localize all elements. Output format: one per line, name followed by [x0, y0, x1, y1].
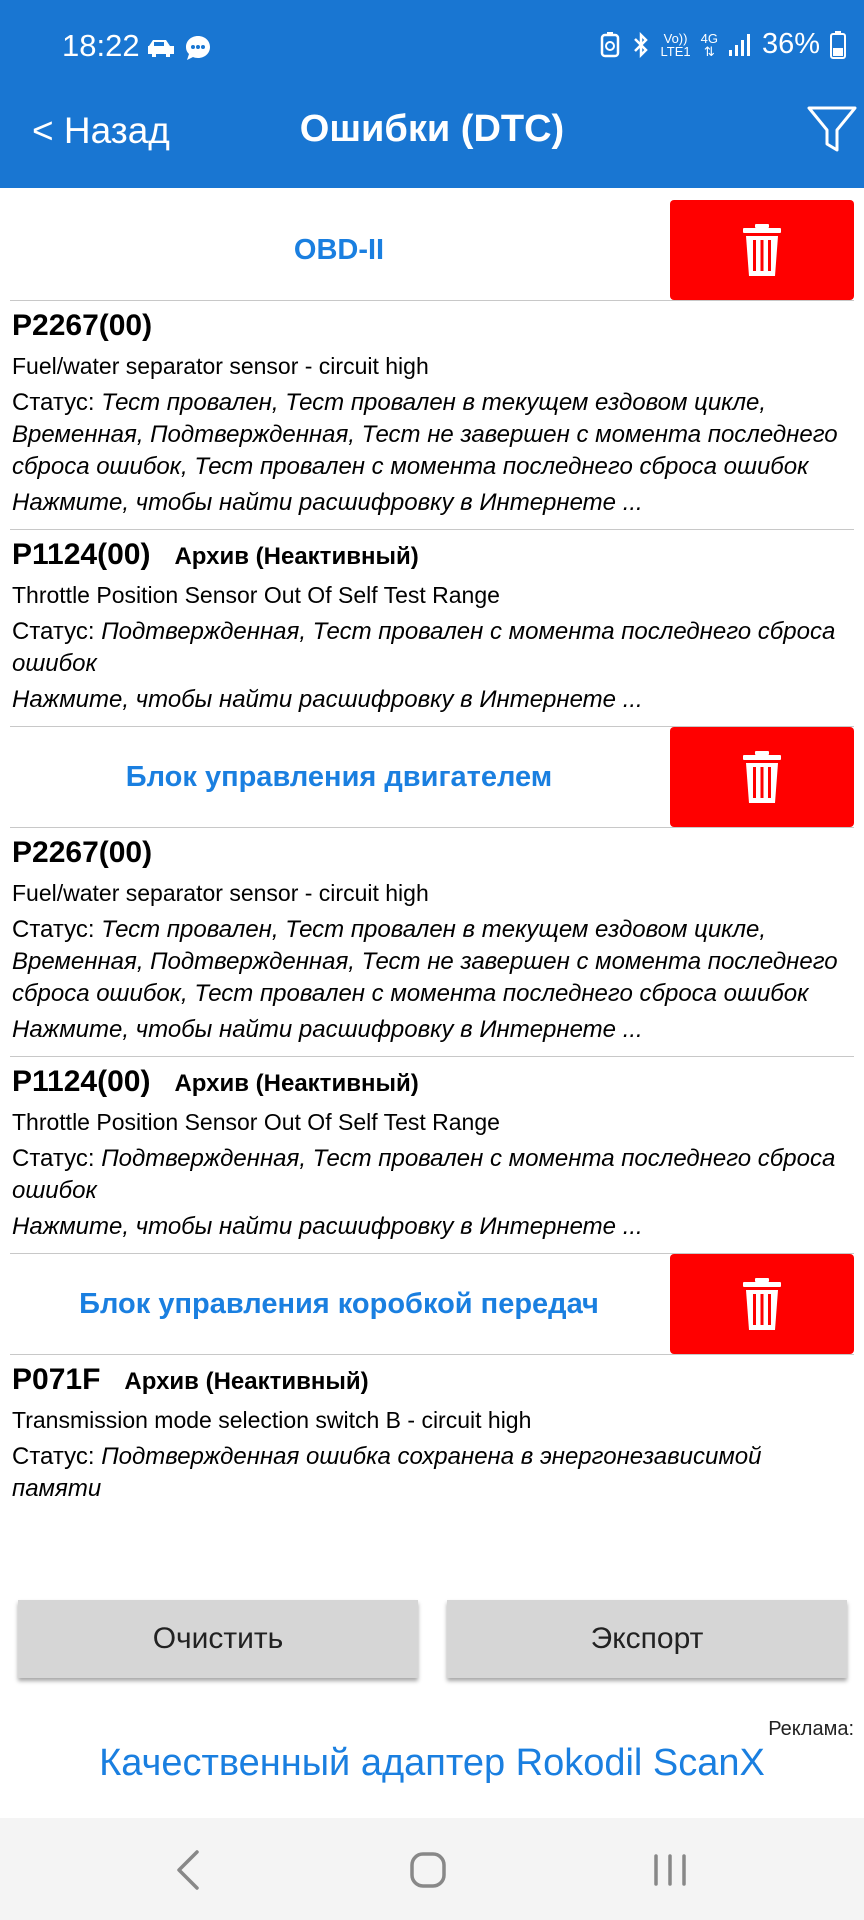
nav-recents-button[interactable]: [630, 1840, 710, 1900]
dtc-status: [12, 914, 852, 1010]
export-button[interactable]: Экспорт: [447, 1600, 847, 1678]
system-nav-bar: [0, 1818, 864, 1920]
ad-label: Реклама:: [768, 1718, 854, 1740]
dtc-search-link[interactable]: Нажмите, чтобы найти расшифровку в Интернете ...: [12, 489, 643, 516]
dtc-status: [12, 1441, 852, 1505]
dtc-item[interactable]: [0, 301, 864, 529]
dtc-status-label: Статус:: [12, 916, 102, 943]
dtc-code: P2267(00): [12, 836, 153, 869]
nav-home-button[interactable]: [388, 1840, 468, 1900]
dtc-status: [12, 1143, 852, 1207]
dtc-archive-tag: Архив (Неактивный): [174, 1070, 419, 1097]
dtc-item[interactable]: [0, 1355, 864, 1515]
page-title: Ошибки (DTC): [299, 108, 565, 150]
dtc-item[interactable]: [0, 530, 864, 726]
dtc-status-label: Статус:: [12, 618, 102, 645]
clear-button[interactable]: Очистить: [18, 1600, 418, 1678]
dtc-description: Throttle Position Sensor Out Of Self Test Range: [12, 582, 500, 608]
status-time: 18:22: [62, 28, 140, 63]
dtc-status-label: Статус:: [12, 1145, 102, 1172]
dtc-code: P071F: [12, 1363, 101, 1396]
dtc-search-link[interactable]: Нажмите, чтобы найти расшифровку в Интернете ...: [12, 1016, 643, 1043]
dtc-code: P2267(00): [12, 309, 153, 342]
filter-button[interactable]: [804, 100, 860, 156]
dtc-description: Throttle Position Sensor Out Of Self Test Range: [12, 1109, 500, 1135]
dtc-status: [12, 616, 852, 680]
data-arrows-icon: ⇅: [703, 43, 715, 59]
dtc-description: Fuel/water separator sensor - circuit high: [12, 353, 429, 379]
dtc-description: Transmission mode selection switch B - circuit high: [12, 1407, 532, 1433]
battery-icon: [830, 31, 846, 59]
nav-recents-icon: [650, 1850, 690, 1890]
dtc-status-value: Подтвержденная ошибка сохранена в энергонезависимой памяти: [12, 1443, 762, 1502]
dtc-archive-tag: Архив (Неактивный): [124, 1368, 369, 1395]
nav-home-icon: [408, 1850, 448, 1890]
delete-section-button[interactable]: [670, 1254, 854, 1354]
battery-saver-icon: [599, 32, 621, 58]
battery-percent: 36%: [761, 28, 820, 60]
bluetooth-icon: [631, 32, 651, 58]
nav-back-icon: [173, 1848, 203, 1892]
dtc-status-label: Статус:: [12, 1443, 102, 1470]
dtc-item[interactable]: [0, 1057, 864, 1253]
filter-icon: [804, 100, 860, 156]
section-title: Блок управления двигателем: [125, 760, 553, 793]
dtc-status-value: Подтвержденная, Тест провален с момента последнего сброса ошибок: [12, 618, 836, 677]
ad-link[interactable]: Качественный адаптер Rokodil ScanX: [99, 1742, 765, 1784]
trash-icon: [742, 750, 782, 804]
app-header: [0, 0, 864, 188]
dtc-status-value: Тест провален, Тест провален в текущем ездовом цикле, Временная, Подтвержденная, Тест не завершен с момента последнего сброса ошибок, Тест провален с момента последнего сброса ошибок: [12, 389, 838, 480]
lte-label: LTE1: [660, 43, 691, 59]
section-title: OBD-II: [293, 233, 385, 266]
dtc-status: [12, 387, 852, 483]
dtc-item[interactable]: [0, 828, 864, 1056]
car-icon: [146, 37, 176, 59]
dtc-status-value: Подтвержденная, Тест провален с момента последнего сброса ошибок: [12, 1145, 836, 1204]
dtc-status-label: Статус:: [12, 389, 102, 416]
delete-section-button[interactable]: [670, 200, 854, 300]
signal-icon: [728, 33, 752, 57]
delete-section-button[interactable]: [670, 727, 854, 827]
chat-icon: [184, 34, 212, 62]
network-type: 4G: [700, 30, 718, 46]
dtc-search-link[interactable]: Нажмите, чтобы найти расшифровку в Интернете ...: [12, 1213, 643, 1240]
dtc-code: P1124(00): [12, 1065, 151, 1098]
dtc-code: P1124(00): [12, 538, 151, 571]
toolbar: [0, 96, 864, 188]
dtc-list: [0, 188, 864, 1515]
section-title: Блок управления коробкой передач: [79, 1287, 599, 1320]
status-bar: [0, 0, 864, 96]
dtc-description: Fuel/water separator sensor - circuit high: [12, 880, 429, 906]
back-button[interactable]: < Назад: [32, 110, 170, 151]
section-header-transmission: [0, 1254, 864, 1354]
volte-label: Vo)): [663, 30, 688, 46]
trash-icon: [742, 223, 782, 277]
dtc-archive-tag: Архив (Неактивный): [174, 543, 419, 570]
trash-icon: [742, 1277, 782, 1331]
dtc-search-link[interactable]: Нажмите, чтобы найти расшифровку в Интернете ...: [12, 686, 643, 713]
dtc-status-value: Тест провален, Тест провален в текущем ездовом цикле, Временная, Подтвержденная, Тест не завершен с момента последнего сброса ошибок, Тест провален с момента последнего сброса ошибок: [12, 916, 838, 1007]
nav-back-button[interactable]: [148, 1840, 228, 1900]
section-header-obd: [0, 200, 864, 300]
section-header-engine: [0, 727, 864, 827]
